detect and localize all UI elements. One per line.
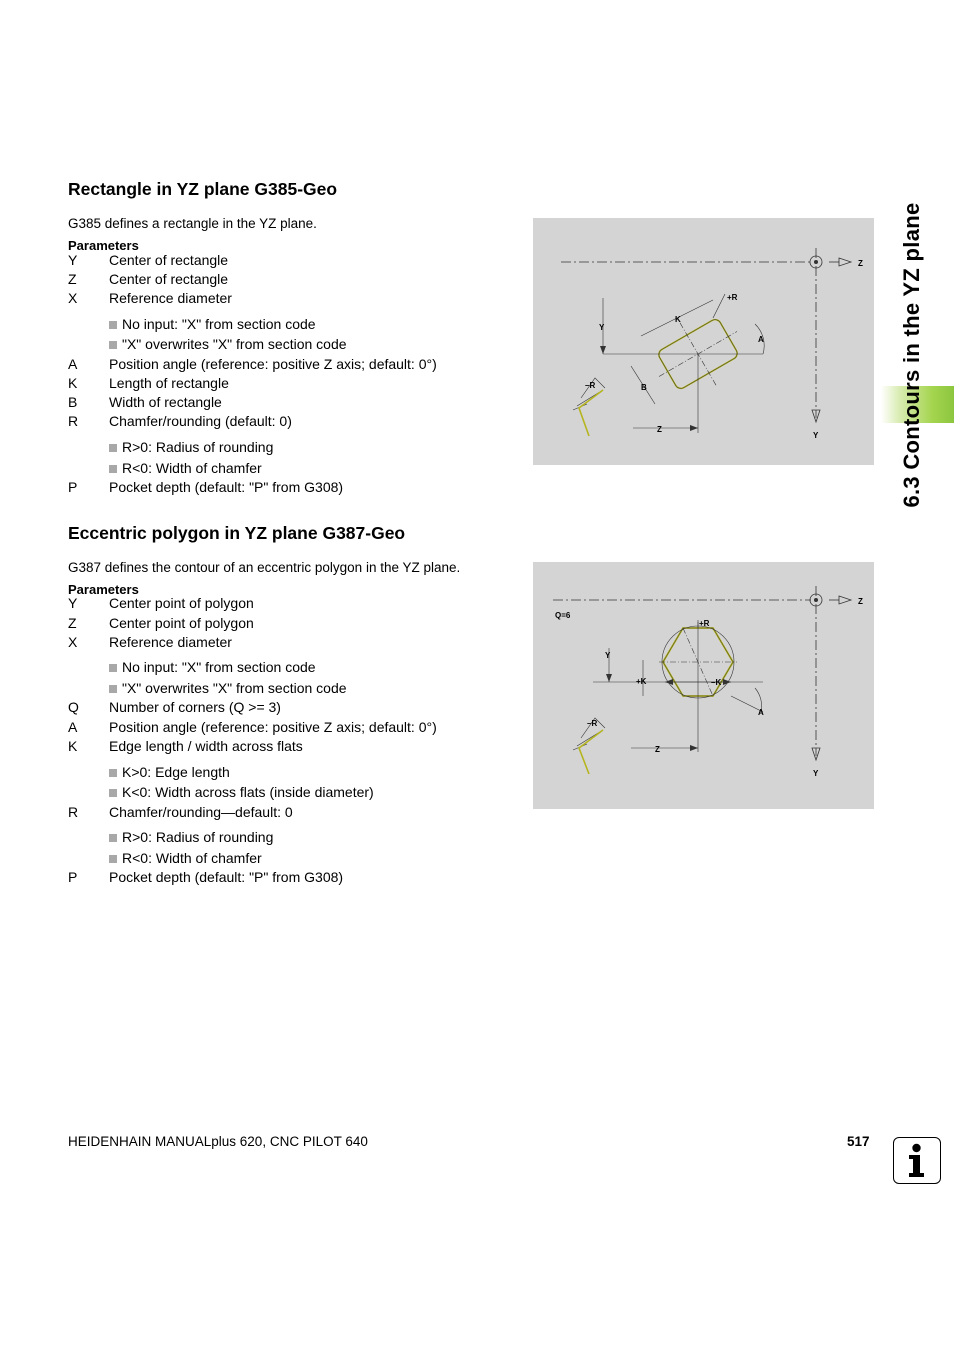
param-note: K<0: Width across flats (inside diameter) — [109, 784, 374, 800]
figure-label-z: Z — [858, 597, 863, 606]
figure-label-r-plus: +R — [699, 619, 710, 628]
figure-label-r-minus: –R — [587, 719, 598, 728]
param-note: R<0: Width of chamfer — [109, 850, 262, 866]
rectangle-figure — [533, 218, 874, 465]
param-note: R>0: Radius of rounding — [109, 439, 273, 455]
figure-label-q: Q=6 — [555, 611, 571, 620]
bullet-square-icon — [109, 855, 117, 863]
figure-label-y-dim: Y — [599, 323, 605, 332]
param-row: B Width of rectangle — [68, 394, 222, 410]
param-note: "X" overwrites "X" from section code — [109, 680, 347, 696]
figure-label-k-minus: –K — [711, 678, 722, 687]
figure-label-a: A — [758, 708, 764, 717]
section1-intro: G385 defines a rectangle in the YZ plane. — [68, 216, 317, 231]
page-number: 517 — [847, 1134, 870, 1149]
param-note: R>0: Radius of rounding — [109, 829, 273, 845]
figure-label-r-minus: –R — [585, 381, 596, 390]
bullet-square-icon — [109, 664, 117, 672]
figure-label-r-plus: +R — [727, 293, 738, 302]
info-icon — [893, 1137, 941, 1184]
bullet-square-icon — [109, 341, 117, 349]
param-row: Y Center of rectangle — [68, 252, 229, 268]
section2-params-heading: Parameters — [68, 582, 139, 597]
param-row: Z Center of rectangle — [68, 271, 229, 287]
figure-label-y: Y — [813, 431, 819, 440]
figure-label-a: A — [758, 335, 764, 344]
param-row: Y Center point of polygon — [68, 595, 254, 611]
figure-label-z-dim: Z — [657, 425, 662, 434]
footer-manual: HEIDENHAIN MANUALplus 620, CNC PILOT 640 — [68, 1134, 368, 1149]
section1-heading: Rectangle in YZ plane G385-Geo — [68, 179, 338, 199]
param-row: P Pocket depth (default: "P" from G308) — [68, 479, 344, 495]
param-row: Z Center point of polygon — [68, 615, 254, 631]
figure-label-z: Z — [858, 259, 863, 268]
param-row: A Position angle (reference: positive Z axis; default: 0°) — [68, 356, 437, 372]
param-note: K>0: Edge length — [109, 764, 230, 780]
param-row: X Reference diameter — [68, 634, 232, 650]
param-note: "X" overwrites "X" from section code — [109, 336, 347, 352]
polygon-figure — [533, 562, 874, 809]
figure-label-b: B — [641, 383, 647, 392]
bullet-square-icon — [109, 465, 117, 473]
param-note: No input: "X" from section code — [109, 316, 316, 332]
figure-label-z-dim: Z — [655, 745, 660, 754]
param-row: K Length of rectangle — [68, 375, 229, 391]
param-note: R<0: Width of chamfer — [109, 460, 262, 476]
section2-intro: G387 defines the contour of an eccentric polygon in the YZ plane. — [68, 560, 461, 575]
param-row: P Pocket depth (default: "P" from G308) — [68, 869, 344, 885]
bullet-square-icon — [109, 685, 117, 693]
bullet-square-icon — [109, 321, 117, 329]
param-row: Q Number of corners (Q >= 3) — [68, 699, 281, 715]
param-row: X Reference diameter — [68, 290, 232, 306]
bullet-square-icon — [109, 769, 117, 777]
figure-label-k: K — [675, 315, 681, 324]
bullet-square-icon — [109, 444, 117, 452]
figure-label-y: Y — [813, 769, 819, 778]
param-row: R Chamfer/rounding (default: 0) — [68, 413, 292, 429]
bullet-square-icon — [109, 789, 117, 797]
figure-label-k-plus: +K — [636, 677, 647, 686]
section2-heading: Eccentric polygon in YZ plane G387-Geo — [68, 523, 406, 543]
param-note: No input: "X" from section code — [109, 659, 316, 675]
param-row: A Position angle (reference: positive Z axis; default: 0°) — [68, 719, 437, 735]
param-row: K Edge length / width across flats — [68, 738, 303, 754]
section1-params-heading: Parameters — [68, 238, 139, 253]
param-row: R Chamfer/rounding—default: 0 — [68, 804, 293, 820]
bullet-square-icon — [109, 834, 117, 842]
figure-label-y-dim: Y — [605, 651, 611, 660]
